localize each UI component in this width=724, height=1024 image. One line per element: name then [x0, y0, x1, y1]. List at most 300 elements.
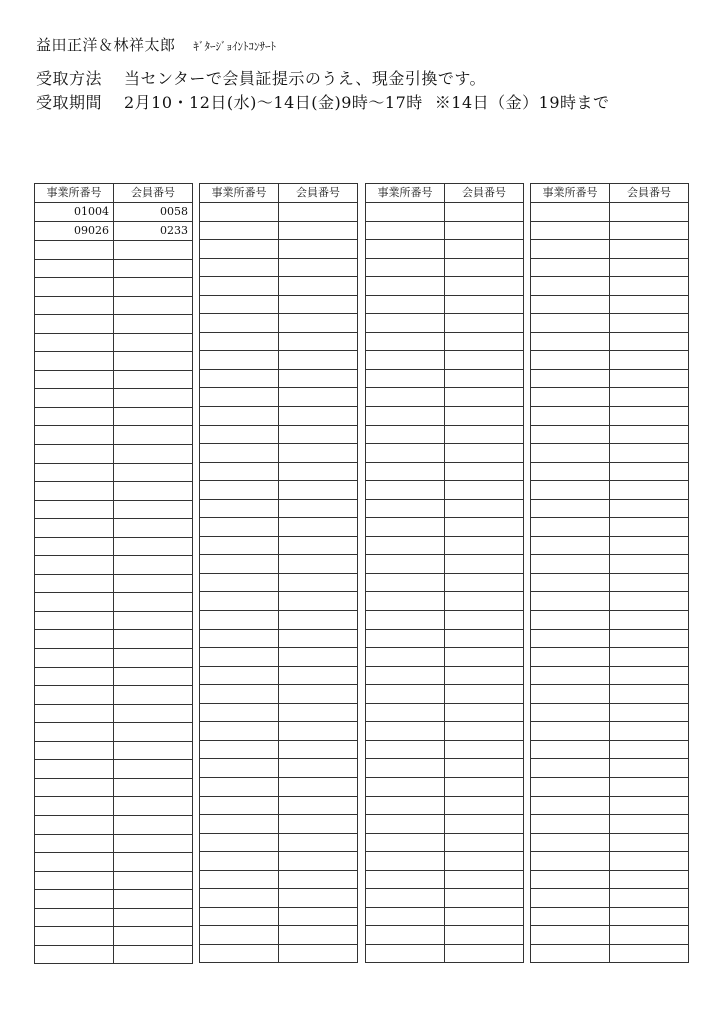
- member-number-cell: [445, 444, 524, 463]
- table-row: [366, 666, 524, 685]
- office-number-cell: [35, 407, 114, 426]
- office-number-cell: [366, 796, 445, 815]
- table-row: [35, 815, 193, 834]
- office-number-cell: [366, 240, 445, 259]
- member-number-cell: [610, 944, 689, 963]
- office-number-cell: [200, 666, 279, 685]
- member-number-header: 会員番号: [610, 184, 689, 203]
- member-number-cell: [610, 907, 689, 926]
- office-number-cell: 09026: [35, 222, 114, 241]
- office-number-cell: [35, 519, 114, 538]
- table-row: [366, 369, 524, 388]
- table-row: [200, 425, 358, 444]
- table-row: [35, 630, 193, 649]
- office-number-cell: [366, 685, 445, 704]
- member-number-cell: [445, 425, 524, 444]
- member-number-cell: [114, 482, 193, 501]
- office-number-cell: [200, 611, 279, 630]
- member-number-cell: [279, 258, 358, 277]
- member-number-cell: [279, 907, 358, 926]
- office-number-cell: [366, 444, 445, 463]
- office-number-cell: [200, 870, 279, 889]
- table-row: [35, 537, 193, 556]
- member-number-cell: [610, 685, 689, 704]
- table-row: [35, 667, 193, 686]
- office-number-cell: [35, 778, 114, 797]
- office-number-cell: [35, 723, 114, 742]
- member-number-cell: [114, 296, 193, 315]
- office-number-cell: [531, 870, 610, 889]
- table-row: [531, 240, 689, 259]
- member-number-cell: [610, 777, 689, 796]
- member-number-cell: [114, 741, 193, 760]
- member-number-cell: [445, 852, 524, 871]
- table-row: [531, 295, 689, 314]
- member-number-cell: [445, 833, 524, 852]
- table-row: [366, 240, 524, 259]
- office-number-cell: [35, 463, 114, 482]
- member-number-cell: 0233: [114, 222, 193, 241]
- office-number-cell: [366, 277, 445, 296]
- member-number-cell: [279, 518, 358, 537]
- member-number-cell: 0058: [114, 203, 193, 222]
- office-number-cell: [200, 907, 279, 926]
- table-row: [366, 536, 524, 555]
- member-number-cell: [610, 815, 689, 834]
- member-number-cell: [114, 649, 193, 668]
- office-number-cell: [200, 592, 279, 611]
- table-row: [366, 277, 524, 296]
- member-number-cell: [279, 759, 358, 778]
- table-row: [200, 369, 358, 388]
- office-number-cell: [366, 722, 445, 741]
- member-number-cell: [279, 629, 358, 648]
- member-number-cell: [114, 630, 193, 649]
- office-number-cell: [35, 927, 114, 946]
- office-number-cell: [366, 555, 445, 574]
- office-number-cell: [366, 425, 445, 444]
- table-row: [366, 889, 524, 908]
- office-number-cell: [531, 499, 610, 518]
- table-row: [531, 369, 689, 388]
- table-row: [366, 444, 524, 463]
- member-number-cell: [114, 908, 193, 927]
- table-row: [531, 926, 689, 945]
- member-number-cell: [279, 555, 358, 574]
- member-number-cell: [445, 295, 524, 314]
- table-row: [35, 463, 193, 482]
- table-row: [366, 759, 524, 778]
- table-row: [531, 852, 689, 871]
- table-row: [200, 407, 358, 426]
- office-number-cell: [366, 481, 445, 500]
- member-number-cell: [279, 351, 358, 370]
- table-row: [531, 889, 689, 908]
- member-number-cell: [279, 240, 358, 259]
- table-row: [200, 889, 358, 908]
- office-number-cell: [35, 296, 114, 315]
- member-number-cell: [279, 388, 358, 407]
- roster-table: [365, 183, 524, 963]
- table-row: [200, 740, 358, 759]
- office-number-cell: [366, 518, 445, 537]
- table-row: [35, 611, 193, 630]
- member-number-cell: [445, 555, 524, 574]
- office-number-cell: [531, 332, 610, 351]
- table-row: [366, 258, 524, 277]
- office-number-cell: [366, 536, 445, 555]
- member-number-cell: [610, 462, 689, 481]
- member-number-cell: [610, 833, 689, 852]
- table-row: [366, 407, 524, 426]
- office-number-cell: [35, 667, 114, 686]
- office-number-cell: [35, 853, 114, 872]
- member-number-cell: [279, 889, 358, 908]
- office-number-cell: [531, 833, 610, 852]
- table-row: [531, 573, 689, 592]
- table-row: [531, 314, 689, 333]
- table-row: [35, 686, 193, 705]
- table-row: [35, 945, 193, 964]
- pickup-method-label: 受取方法: [36, 69, 103, 88]
- member-number-cell: [279, 777, 358, 796]
- member-number-cell: [610, 407, 689, 426]
- table-row: [366, 907, 524, 926]
- office-number-cell: [200, 889, 279, 908]
- member-number-cell: [610, 611, 689, 630]
- member-number-cell: [445, 870, 524, 889]
- table-row: [531, 203, 689, 222]
- member-number-cell: [445, 407, 524, 426]
- table-row: [35, 797, 193, 816]
- member-number-cell: [445, 369, 524, 388]
- table-row: [200, 907, 358, 926]
- table-row: [200, 611, 358, 630]
- office-number-cell: [366, 369, 445, 388]
- member-number-cell: [114, 945, 193, 964]
- office-number-cell: [531, 369, 610, 388]
- table-row: [531, 499, 689, 518]
- office-number-cell: [531, 314, 610, 333]
- office-number-cell: [35, 352, 114, 371]
- table-row: [366, 796, 524, 815]
- table-row: [35, 445, 193, 464]
- member-number-cell: [445, 666, 524, 685]
- office-number-cell: [35, 426, 114, 445]
- office-number-cell: [531, 221, 610, 240]
- office-number-cell: [35, 890, 114, 909]
- table-row: [366, 740, 524, 759]
- member-number-cell: [610, 648, 689, 667]
- pickup-method-text: 当センターで会員証提示のうえ、現金引換です。: [124, 69, 487, 88]
- table-row: [531, 444, 689, 463]
- table-row: [531, 555, 689, 574]
- table-row: [531, 777, 689, 796]
- table-row: [531, 796, 689, 815]
- member-number-cell: [445, 351, 524, 370]
- office-number-cell: [200, 573, 279, 592]
- table-row: [531, 481, 689, 500]
- office-number-cell: [200, 833, 279, 852]
- member-number-cell: [610, 499, 689, 518]
- event-name: ｷﾞﾀｰｼﾞｮｲﾝﾄｺﾝｻｰﾄ: [193, 40, 277, 53]
- member-number-cell: [445, 889, 524, 908]
- office-number-cell: [200, 815, 279, 834]
- table-row: [200, 926, 358, 945]
- table-row: [200, 573, 358, 592]
- office-number-cell: [366, 332, 445, 351]
- table-row: [35, 741, 193, 760]
- table-row: [531, 722, 689, 741]
- office-number-cell: [200, 203, 279, 222]
- member-number-cell: [610, 740, 689, 759]
- table-row: [200, 944, 358, 963]
- office-number-cell: [200, 425, 279, 444]
- table-header-row: [35, 184, 193, 203]
- member-number-cell: [114, 667, 193, 686]
- member-number-cell: [114, 445, 193, 464]
- office-number-cell: [531, 258, 610, 277]
- table-row: [35, 352, 193, 371]
- member-number-cell: [445, 611, 524, 630]
- table-row: [366, 944, 524, 963]
- office-number-cell: [200, 462, 279, 481]
- office-number-cell: [200, 796, 279, 815]
- office-number-header: 事業所番号: [35, 184, 114, 203]
- member-number-cell: [445, 629, 524, 648]
- office-number-cell: [531, 740, 610, 759]
- member-number-cell: [445, 221, 524, 240]
- member-number-cell: [279, 203, 358, 222]
- office-number-cell: [35, 945, 114, 964]
- member-number-cell: [610, 666, 689, 685]
- office-number-cell: [35, 741, 114, 760]
- office-number-cell: [531, 889, 610, 908]
- office-number-cell: [366, 852, 445, 871]
- office-number-cell: [366, 889, 445, 908]
- member-number-cell: [114, 500, 193, 519]
- table-row: [531, 351, 689, 370]
- member-number-cell: [445, 573, 524, 592]
- table-header-row: [200, 184, 358, 203]
- member-number-cell: [114, 333, 193, 352]
- office-number-cell: [531, 407, 610, 426]
- office-number-cell: [200, 740, 279, 759]
- table-row: [35, 704, 193, 723]
- member-number-cell: [114, 797, 193, 816]
- table-row: [35, 315, 193, 334]
- office-number-cell: [531, 648, 610, 667]
- member-number-cell: [610, 203, 689, 222]
- member-number-cell: [114, 519, 193, 538]
- member-number-cell: [445, 796, 524, 815]
- member-number-cell: [445, 388, 524, 407]
- member-number-cell: [610, 926, 689, 945]
- office-number-cell: [35, 611, 114, 630]
- office-number-cell: [366, 295, 445, 314]
- table-row: [200, 351, 358, 370]
- table-row: [35, 222, 193, 241]
- member-number-cell: [445, 258, 524, 277]
- member-number-cell: [610, 369, 689, 388]
- office-number-cell: [35, 649, 114, 668]
- office-number-cell: [366, 499, 445, 518]
- table-row: [200, 777, 358, 796]
- member-number-cell: [610, 425, 689, 444]
- office-number-cell: [531, 666, 610, 685]
- table-row: [200, 703, 358, 722]
- member-number-cell: [445, 907, 524, 926]
- office-number-cell: [366, 759, 445, 778]
- member-number-cell: [279, 666, 358, 685]
- table-row: [200, 852, 358, 871]
- office-number-cell: [200, 240, 279, 259]
- member-number-cell: [279, 481, 358, 500]
- table-row: [200, 277, 358, 296]
- table-row: [35, 574, 193, 593]
- office-number-cell: [200, 852, 279, 871]
- office-number-cell: [200, 722, 279, 741]
- member-number-cell: [279, 369, 358, 388]
- table-row: [200, 870, 358, 889]
- member-number-cell: [610, 295, 689, 314]
- table-row: [200, 203, 358, 222]
- office-number-cell: [35, 315, 114, 334]
- member-number-cell: [279, 592, 358, 611]
- table-row: [366, 462, 524, 481]
- member-number-cell: [610, 703, 689, 722]
- office-number-cell: [531, 573, 610, 592]
- table-row: [200, 444, 358, 463]
- office-number-cell: [531, 944, 610, 963]
- member-number-cell: [279, 815, 358, 834]
- member-number-cell: [445, 740, 524, 759]
- member-number-cell: [114, 593, 193, 612]
- member-number-cell: [610, 573, 689, 592]
- member-number-cell: [114, 723, 193, 742]
- table-row: [366, 703, 524, 722]
- table-row: [35, 927, 193, 946]
- office-number-cell: [35, 760, 114, 779]
- table-row: [35, 482, 193, 501]
- office-number-cell: 01004: [35, 203, 114, 222]
- table-row: [531, 666, 689, 685]
- member-number-cell: [610, 481, 689, 500]
- office-number-cell: [366, 740, 445, 759]
- office-number-cell: [366, 777, 445, 796]
- table-row: [200, 240, 358, 259]
- member-number-cell: [114, 370, 193, 389]
- table-row: [366, 388, 524, 407]
- office-number-cell: [200, 481, 279, 500]
- office-number-cell: [35, 500, 114, 519]
- office-number-cell: [35, 445, 114, 464]
- office-number-cell: [531, 592, 610, 611]
- table-row: [200, 388, 358, 407]
- table-row: [200, 759, 358, 778]
- member-number-cell: [610, 536, 689, 555]
- office-number-cell: [531, 777, 610, 796]
- table-row: [531, 536, 689, 555]
- member-number-cell: [610, 240, 689, 259]
- performers-title: 益田正洋＆林祥太郎: [36, 36, 176, 54]
- table-row: [366, 815, 524, 834]
- office-number-cell: [35, 389, 114, 408]
- office-number-header: 事業所番号: [200, 184, 279, 203]
- member-number-cell: [279, 870, 358, 889]
- member-number-cell: [279, 611, 358, 630]
- office-number-cell: [531, 388, 610, 407]
- table-row: [531, 611, 689, 630]
- table-row: [35, 370, 193, 389]
- member-number-cell: [114, 241, 193, 260]
- table-row: [366, 592, 524, 611]
- table-row: [200, 314, 358, 333]
- table-row: [531, 518, 689, 537]
- member-number-cell: [610, 629, 689, 648]
- office-number-cell: [200, 555, 279, 574]
- member-number-header: 会員番号: [445, 184, 524, 203]
- table-row: [200, 815, 358, 834]
- table-row: [35, 296, 193, 315]
- member-number-cell: [610, 277, 689, 296]
- table-row: [35, 853, 193, 872]
- table-row: [200, 555, 358, 574]
- member-number-cell: [445, 815, 524, 834]
- office-number-cell: [531, 759, 610, 778]
- table-row: [366, 611, 524, 630]
- table-row: [366, 648, 524, 667]
- table-row: [531, 629, 689, 648]
- member-number-cell: [114, 760, 193, 779]
- office-number-cell: [531, 444, 610, 463]
- table-row: [366, 332, 524, 351]
- member-number-cell: [279, 703, 358, 722]
- office-number-cell: [531, 518, 610, 537]
- table-row: [531, 332, 689, 351]
- table-row: [35, 333, 193, 352]
- table-row: [366, 573, 524, 592]
- member-number-cell: [279, 332, 358, 351]
- member-number-cell: [610, 518, 689, 537]
- table-row: [366, 221, 524, 240]
- member-number-cell: [114, 927, 193, 946]
- office-number-cell: [200, 536, 279, 555]
- office-number-cell: [531, 462, 610, 481]
- table-header-row: [531, 184, 689, 203]
- office-number-cell: [35, 797, 114, 816]
- member-number-cell: [610, 889, 689, 908]
- member-number-cell: [279, 221, 358, 240]
- office-number-cell: [531, 907, 610, 926]
- member-number-cell: [114, 853, 193, 872]
- member-number-cell: [445, 703, 524, 722]
- office-number-cell: [35, 908, 114, 927]
- table-row: [35, 593, 193, 612]
- member-number-header: 会員番号: [114, 184, 193, 203]
- member-number-cell: [610, 870, 689, 889]
- member-number-cell: [445, 481, 524, 500]
- table-row: [200, 648, 358, 667]
- member-number-cell: [279, 944, 358, 963]
- office-number-cell: [531, 685, 610, 704]
- office-number-cell: [35, 834, 114, 853]
- member-number-cell: [445, 592, 524, 611]
- office-number-cell: [531, 796, 610, 815]
- table-row: [366, 295, 524, 314]
- table-row: [366, 926, 524, 945]
- office-number-cell: [200, 685, 279, 704]
